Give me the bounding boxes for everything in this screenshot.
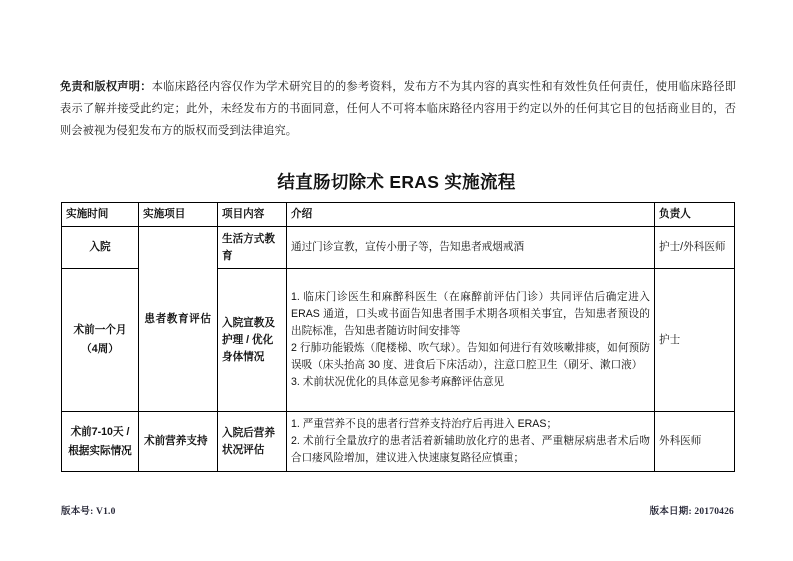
disclaimer-heading: 免责和版权声明： — [60, 81, 152, 93]
cell-content-admission-education: 入院宣教及护理 / 优化身体情况 — [218, 269, 287, 412]
cell-intro-one-month-preop — [287, 269, 655, 412]
cell-owner-seven-ten-days-preop: 外科医师 — [655, 412, 735, 472]
column-header-intro: 介绍 — [287, 203, 655, 227]
cell-time-admission: 入院 — [62, 227, 139, 269]
intro-item: 1. 临床门诊医生和麻醉科医生（在麻醉前评估门诊）共同评估后确定进入 ERAS 通道，口头或书面告知患者围手术期各项相关事宜，告知患者预设的出院标准，告知患者随访时间安排等 — [291, 291, 650, 337]
footer-date: 版本日期: 20170426 — [649, 507, 734, 517]
cell-intro-seven-ten-days-preop — [287, 412, 655, 472]
column-header-time: 实施时间 — [62, 203, 139, 227]
cell-time-seven-ten-days-preop — [62, 412, 139, 472]
disclaimer-body: 本临床路径内容仅作为学术研究目的的参考资料，发布方不为其内容的真实性和有效性负任何责任，使用临床路径即表示了解并接受此约定；此外，未经发布方的书面同意，任何人不可将本临床路径内容用于约定以外的任何其它目的包括商业目的，否则会被视为侵犯发布方的版权而受到法律追究。 — [60, 81, 736, 137]
intro-item: 2 行肺功能锻炼（爬楼梯、吹气球）。告知如何进行有效咳嗽排痰，如何预防误吸（床头抬高 30 度、进食后下床活动），注意口腔卫生（刷牙、漱口液） — [291, 342, 650, 371]
cell-time-one-month-preop-text: 术前一个月（4周） — [73, 324, 127, 355]
table-row — [62, 412, 735, 472]
cell-time-one-month-preop — [62, 269, 139, 412]
disclaimer-paragraph — [60, 76, 736, 142]
cell-project-patient-education: 患者教育评估 — [139, 227, 218, 412]
eras-pathway-table-wrapper — [61, 202, 734, 472]
intro-item: 3. 术前状况优化的具体意见参考麻醉评估意见 — [291, 376, 505, 388]
table-header-row — [62, 203, 735, 227]
table-row — [62, 227, 735, 269]
cell-content-nutrition-assessment: 入院后营养状况评估 — [218, 412, 287, 472]
cell-owner-admission: 护士/外科医师 — [655, 227, 735, 269]
column-header-project: 实施项目 — [139, 203, 218, 227]
intro-item: 2. 术前行全量放疗的患者活着新辅助放化疗的患者、严重糖尿病患者术后吻合口瘘风险增加，建议进入快速康复路径应慎重； — [291, 435, 650, 464]
column-header-owner: 负责人 — [655, 203, 735, 227]
eras-pathway-table — [61, 202, 735, 472]
column-header-content: 项目内容 — [218, 203, 287, 227]
intro-item: 1. 严重营养不良的患者行营养支持治疗后再进入 ERAS； — [291, 418, 558, 430]
cell-time-seven-ten-days-preop-text: 术前7-10天 / 根据实际情况 — [68, 425, 132, 457]
cell-intro-admission: 通过门诊宣教，宣传小册子等，告知患者戒烟戒酒 — [287, 227, 655, 269]
footer-version: 版本号: V1.0 — [61, 507, 116, 517]
cell-owner-one-month-preop: 护士 — [655, 269, 735, 412]
cell-project-nutrition-support: 术前营养支持 — [139, 412, 218, 472]
page-title: 结直肠切除术 ERAS 实施流程 — [277, 172, 516, 192]
cell-content-lifestyle-education: 生活方式教育 — [218, 227, 287, 269]
